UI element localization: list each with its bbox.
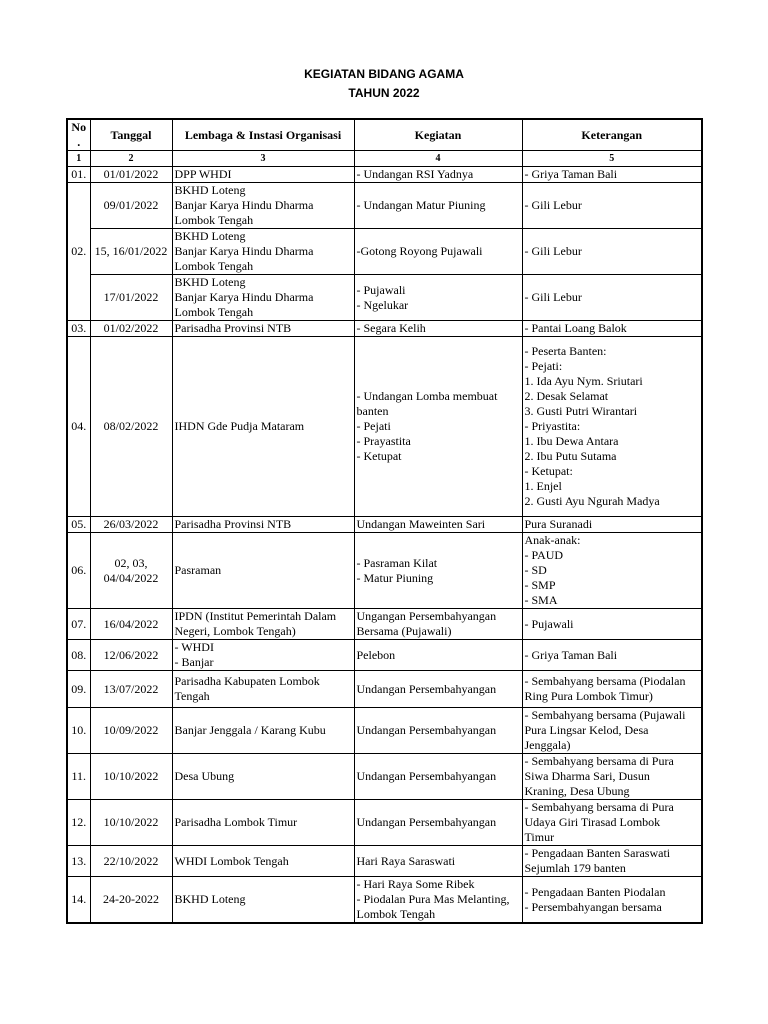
cell-lembaga-line: Tengah xyxy=(174,689,210,703)
cell-tanggal-line: 24-20-2022 xyxy=(103,892,159,906)
cell-lembaga xyxy=(172,167,354,183)
cell-kegiatan-line: Undangan Persembahyangan xyxy=(356,723,497,737)
cell-keterangan-line: 1. Ida Ayu Nym. Sriutari xyxy=(524,374,643,388)
table-row xyxy=(67,671,702,708)
cell-lembaga-line: Banjar Karya Hindu Dharma xyxy=(174,244,314,258)
cell-lembaga xyxy=(172,754,354,800)
cell-kegiatan-line: - Piodalan Pura Mas Melanting, xyxy=(356,892,510,906)
cell-keterangan-line: Timur xyxy=(524,830,555,844)
cell-keterangan-line: Ring Pura Lombok Timur) xyxy=(524,689,653,703)
cell-keterangan-line: 3. Gusti Putri Wirantari xyxy=(524,404,638,418)
cell-tanggal-line: 04/04/2022 xyxy=(103,570,159,585)
cell-tanggal xyxy=(90,708,172,754)
cell-keterangan xyxy=(522,183,702,229)
table-row xyxy=(67,609,702,640)
cell-keterangan-line: - SMP xyxy=(524,578,556,592)
cell-lembaga-line: Parisadha Kabupaten Lombok xyxy=(174,674,320,688)
cell-keterangan xyxy=(522,846,702,877)
table-row xyxy=(67,275,702,321)
cell-no: 03. xyxy=(67,321,90,337)
cell-lembaga xyxy=(172,846,354,877)
cell-kegiatan-line: Undangan Maweinten Sari xyxy=(356,517,486,531)
cell-tanggal xyxy=(90,671,172,708)
cell-keterangan-line: Siwa Dharma Sari, Dusun xyxy=(524,769,650,783)
cell-keterangan xyxy=(522,640,702,671)
cell-keterangan-line: - Pengadaan Banten Piodalan xyxy=(524,884,666,899)
cell-lembaga xyxy=(172,229,354,275)
cell-lembaga-line: BKHD Loteng xyxy=(174,275,246,289)
cell-lembaga-line: Lombok Tengah xyxy=(174,259,254,273)
cell-kegiatan-line: -Gotong Royong Pujawali xyxy=(356,244,483,258)
cell-tanggal xyxy=(90,275,172,321)
cell-keterangan-line: - Pengadaan Banten Saraswati xyxy=(524,846,671,860)
table-row xyxy=(67,337,702,517)
cell-keterangan-line: - Sembahyang bersama (Pujawali xyxy=(524,708,686,722)
cell-tanggal xyxy=(90,609,172,640)
cell-kegiatan-line: Bersama (Pujawali) xyxy=(356,624,452,638)
document-subtitle: TAHUN 2022 xyxy=(348,86,420,100)
cell-no: 02. xyxy=(67,183,90,321)
cell-kegiatan xyxy=(354,517,522,533)
cell-keterangan xyxy=(522,609,702,640)
cell-keterangan xyxy=(522,800,702,846)
table-body xyxy=(67,167,702,924)
cell-lembaga-line: BKHD Loteng xyxy=(174,183,246,197)
cell-lembaga xyxy=(172,877,354,924)
cell-kegiatan xyxy=(354,609,522,640)
cell-no: 06. xyxy=(67,533,90,609)
cell-keterangan-line: 1. Ibu Dewa Antara xyxy=(524,434,619,448)
cell-keterangan-line: - SD xyxy=(524,563,547,577)
cell-lembaga-line: Parisadha Lombok Timur xyxy=(174,815,298,829)
cell-tanggal-line: 13/07/2022 xyxy=(103,681,159,696)
cell-tanggal-line: 08/02/2022 xyxy=(103,419,159,433)
cell-kegiatan-line: banten xyxy=(356,404,389,418)
cell-kegiatan xyxy=(354,671,522,708)
cell-no: 14. xyxy=(67,877,90,924)
cell-kegiatan-line: - Prayastita xyxy=(356,434,411,448)
table-header-row xyxy=(67,119,702,151)
cell-lembaga-line: - Banjar xyxy=(174,655,214,669)
cell-keterangan xyxy=(522,275,702,321)
cell-lembaga xyxy=(172,337,354,517)
cell-kegiatan xyxy=(354,321,522,337)
table-index-row xyxy=(67,151,702,167)
cell-tanggal xyxy=(90,517,172,533)
cell-keterangan-line: - Griya Taman Bali xyxy=(524,167,618,181)
index-2: 2 xyxy=(90,151,172,167)
cell-keterangan xyxy=(522,708,702,754)
cell-kegiatan-line: - Undangan Lomba membuat xyxy=(356,389,498,403)
cell-lembaga-line: DPP WHDI xyxy=(174,167,232,181)
cell-lembaga xyxy=(172,321,354,337)
cell-kegiatan xyxy=(354,877,522,924)
cell-lembaga xyxy=(172,533,354,609)
cell-kegiatan-line: Hari Raya Saraswati xyxy=(356,853,456,868)
table-row xyxy=(67,533,702,609)
cell-tanggal-line: 02, 03, xyxy=(114,555,148,570)
cell-keterangan xyxy=(522,337,702,517)
cell-lembaga xyxy=(172,708,354,754)
cell-keterangan-line: Udaya Giri Tirasad Lombok xyxy=(524,815,661,829)
index-3: 3 xyxy=(172,151,354,167)
cell-kegiatan-line: - Undangan RSI Yadnya xyxy=(356,167,474,181)
table-row xyxy=(67,846,702,877)
cell-keterangan-line: - Priyastita: xyxy=(524,419,581,433)
cell-keterangan-line: - Pantai Loang Balok xyxy=(524,321,627,335)
cell-lembaga-line: IHDN Gde Pudja Mataram xyxy=(174,419,305,433)
header-lembaga: Lembaga & Instasi Organisasi xyxy=(172,119,354,151)
cell-tanggal xyxy=(90,321,172,337)
activities-table xyxy=(66,118,703,924)
cell-lembaga-line: Parisadha Provinsi NTB xyxy=(174,517,292,531)
cell-keterangan-line: 2. Ibu Putu Sutama xyxy=(524,449,617,463)
cell-lembaga-line: Banjar Karya Hindu Dharma xyxy=(174,198,314,212)
cell-lembaga xyxy=(172,275,354,321)
table-row xyxy=(67,754,702,800)
table-row xyxy=(67,517,702,533)
cell-keterangan-line: - Pejati: xyxy=(524,359,563,373)
cell-lembaga-line: Lombok Tengah xyxy=(174,213,254,227)
cell-keterangan-line: 2. Gusti Ayu Ngurah Madya xyxy=(524,494,660,508)
cell-lembaga xyxy=(172,671,354,708)
cell-lembaga xyxy=(172,640,354,671)
cell-kegiatan xyxy=(354,754,522,800)
cell-kegiatan xyxy=(354,275,522,321)
cell-tanggal xyxy=(90,229,172,275)
cell-lembaga xyxy=(172,517,354,533)
cell-kegiatan xyxy=(354,229,522,275)
table-row xyxy=(67,321,702,337)
cell-kegiatan-line: - Pejati xyxy=(356,419,391,433)
cell-keterangan-line: - Griya Taman Bali xyxy=(524,647,618,662)
cell-kegiatan-line: - Matur Piuning xyxy=(356,570,434,585)
cell-keterangan-line: Jenggala) xyxy=(524,738,571,752)
cell-kegiatan xyxy=(354,708,522,754)
header-tanggal: Tanggal xyxy=(90,119,172,151)
header-keterangan: Keterangan xyxy=(522,119,702,151)
table-row xyxy=(67,229,702,275)
header-kegiatan: Kegiatan xyxy=(354,119,522,151)
cell-lembaga xyxy=(172,800,354,846)
cell-tanggal xyxy=(90,800,172,846)
cell-no: 07. xyxy=(67,609,90,640)
cell-no: 10. xyxy=(67,708,90,754)
cell-tanggal-line: 10/10/2022 xyxy=(103,769,159,783)
cell-keterangan-line: - Gili Lebur xyxy=(524,290,582,304)
cell-lembaga-line: Lombok Tengah xyxy=(174,305,254,319)
cell-no: 04. xyxy=(67,337,90,517)
cell-lembaga-line: Parisadha Provinsi NTB xyxy=(174,321,292,335)
cell-tanggal xyxy=(90,167,172,183)
cell-tanggal-line: 22/10/2022 xyxy=(103,853,159,868)
cell-keterangan-line: - PAUD xyxy=(524,548,564,562)
cell-lembaga xyxy=(172,183,354,229)
cell-kegiatan xyxy=(354,183,522,229)
cell-keterangan xyxy=(522,754,702,800)
cell-tanggal-line: 10/09/2022 xyxy=(103,723,159,737)
cell-keterangan-line: Sejumlah 179 banten xyxy=(524,861,626,875)
cell-keterangan xyxy=(522,167,702,183)
table-row xyxy=(67,877,702,924)
cell-tanggal-line: 17/01/2022 xyxy=(103,290,159,304)
cell-lembaga-line: Pasraman xyxy=(174,563,222,577)
cell-keterangan-line: Anak-anak: xyxy=(524,533,581,547)
cell-keterangan-line: - Sembahyang bersama (Piodalan xyxy=(524,674,686,688)
cell-keterangan-line: Kraning, Desa Ubung xyxy=(524,784,630,798)
cell-keterangan-line: Pura Suranadi xyxy=(524,517,593,531)
cell-keterangan-line: Pura Lingsar Kelod, Desa xyxy=(524,723,649,737)
cell-tanggal xyxy=(90,183,172,229)
cell-kegiatan xyxy=(354,533,522,609)
cell-keterangan xyxy=(522,229,702,275)
cell-keterangan-line: - Persembahyangan bersama xyxy=(524,899,662,914)
cell-keterangan-line: - Ketupat: xyxy=(524,464,573,478)
cell-lembaga-line: Banjar Karya Hindu Dharma xyxy=(174,290,314,304)
cell-kegiatan-line: Undangan Persembahyangan xyxy=(356,769,497,783)
cell-lembaga-line: Banjar Jenggala / Karang Kubu xyxy=(174,723,326,737)
cell-kegiatan-line: Pelebon xyxy=(356,647,396,662)
cell-kegiatan xyxy=(354,800,522,846)
cell-no: 12. xyxy=(67,800,90,846)
cell-tanggal xyxy=(90,640,172,671)
cell-keterangan-line: 2. Desak Selamat xyxy=(524,389,609,403)
cell-keterangan xyxy=(522,517,702,533)
table-row xyxy=(67,183,702,229)
cell-no: 05. xyxy=(67,517,90,533)
cell-lembaga-line: IPDN (Institut Pemerintah Dalam xyxy=(174,609,337,623)
cell-tanggal xyxy=(90,754,172,800)
cell-tanggal-line: 26/03/2022 xyxy=(103,517,159,531)
header-no: No. xyxy=(67,119,90,151)
cell-keterangan-line: - SMA xyxy=(524,593,558,607)
cell-tanggal xyxy=(90,877,172,924)
cell-tanggal-line: 09/01/2022 xyxy=(103,198,159,212)
cell-keterangan xyxy=(522,671,702,708)
cell-kegiatan xyxy=(354,846,522,877)
document-title: KEGIATAN BIDANG AGAMA xyxy=(304,67,464,81)
cell-lembaga xyxy=(172,609,354,640)
cell-no: 08. xyxy=(67,640,90,671)
cell-keterangan-line: - Gili Lebur xyxy=(524,198,582,212)
cell-keterangan-line: - Sembahyang bersama di Pura xyxy=(524,754,674,768)
cell-keterangan xyxy=(522,877,702,924)
cell-lembaga-line: BKHD Loteng xyxy=(174,892,246,906)
cell-lembaga-line: WHDI Lombok Tengah xyxy=(174,853,289,868)
cell-keterangan-line: - Pujawali xyxy=(524,616,574,631)
cell-kegiatan xyxy=(354,640,522,671)
index-1: 1 xyxy=(67,151,90,167)
cell-kegiatan-line: Ungangan Persembahyangan xyxy=(356,609,497,623)
cell-kegiatan-line: Undangan Persembahyangan xyxy=(356,681,497,696)
cell-lembaga-line: Desa Ubung xyxy=(174,769,235,783)
cell-tanggal-line: 12/06/2022 xyxy=(103,647,159,662)
cell-kegiatan-line: - Ketupat xyxy=(356,449,402,463)
cell-kegiatan-line: - Pujawali xyxy=(356,282,406,297)
cell-no: 01. xyxy=(67,167,90,183)
cell-no: 09. xyxy=(67,671,90,708)
cell-no: 11. xyxy=(67,754,90,800)
index-5: 5 xyxy=(522,151,702,167)
cell-kegiatan-line: Undangan Persembahyangan xyxy=(356,815,497,829)
cell-kegiatan-line: - Hari Raya Some Ribek xyxy=(356,877,475,891)
table-row xyxy=(67,708,702,754)
cell-kegiatan xyxy=(354,167,522,183)
table-row xyxy=(67,640,702,671)
cell-no: 13. xyxy=(67,846,90,877)
cell-kegiatan-line: - Undangan Matur Piuning xyxy=(356,198,486,212)
cell-lembaga-line: BKHD Loteng xyxy=(174,229,246,243)
cell-kegiatan-line: - Segara Kelih xyxy=(356,321,426,335)
cell-kegiatan xyxy=(354,337,522,517)
cell-keterangan-line: - Gili Lebur xyxy=(524,244,582,258)
cell-keterangan-line: - Peserta Banten: xyxy=(524,344,607,358)
index-4: 4 xyxy=(354,151,522,167)
cell-tanggal-line: 16/04/2022 xyxy=(103,616,159,631)
cell-keterangan xyxy=(522,321,702,337)
cell-kegiatan-line: - Pasraman Kilat xyxy=(356,555,438,570)
cell-lembaga-line: - WHDI xyxy=(174,640,214,654)
cell-tanggal-line: 01/01/2022 xyxy=(103,167,159,181)
cell-tanggal xyxy=(90,337,172,517)
cell-keterangan-line: 1. Enjel xyxy=(524,479,562,493)
cell-lembaga-line: Negeri, Lombok Tengah) xyxy=(174,624,296,638)
table-row xyxy=(67,167,702,183)
cell-kegiatan-line: - Ngelukar xyxy=(356,297,409,312)
cell-keterangan-line: - Sembahyang bersama di Pura xyxy=(524,800,674,814)
cell-tanggal-line: 01/02/2022 xyxy=(103,321,159,335)
cell-tanggal xyxy=(90,533,172,609)
cell-tanggal-line: 10/10/2022 xyxy=(103,815,159,829)
cell-tanggal-line: 15, 16/01/2022 xyxy=(94,244,168,258)
cell-kegiatan-line: Lombok Tengah xyxy=(356,907,436,921)
cell-tanggal xyxy=(90,846,172,877)
cell-keterangan xyxy=(522,533,702,609)
table-row xyxy=(67,800,702,846)
